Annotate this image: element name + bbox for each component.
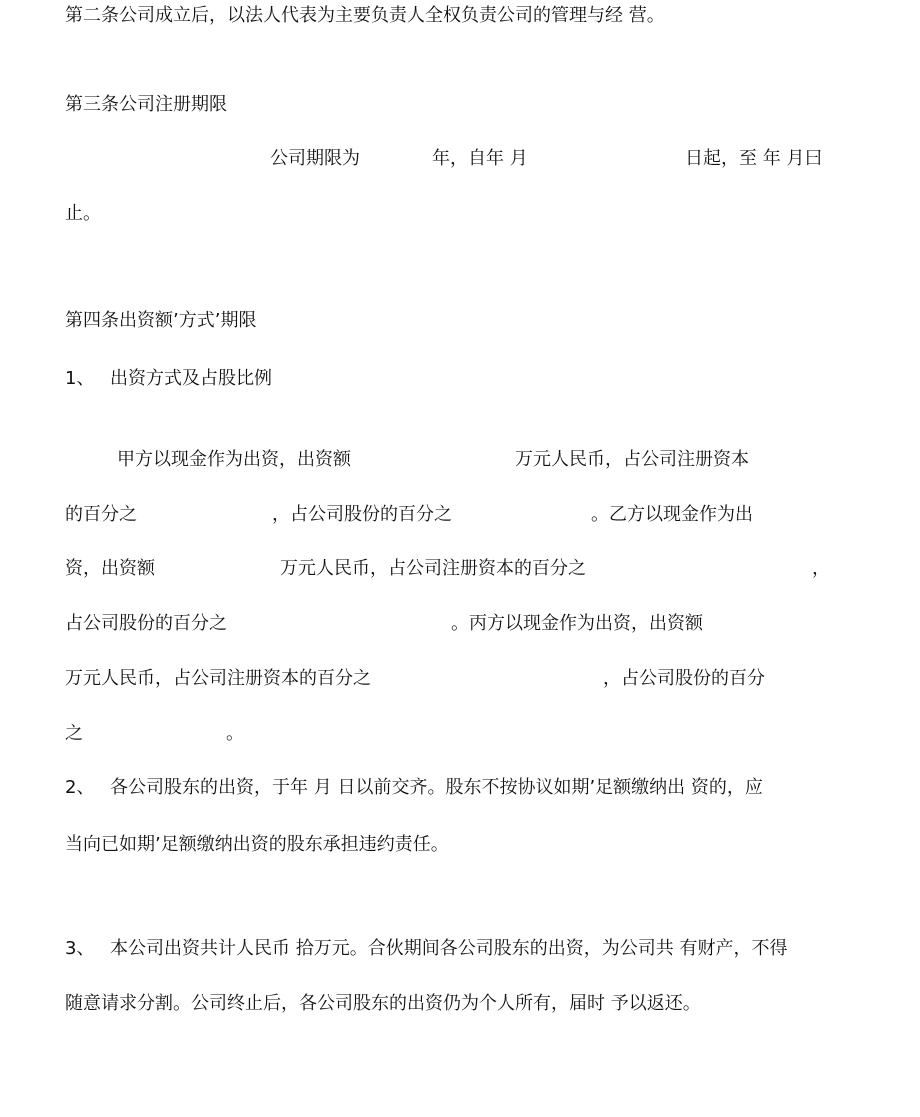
item-number: 1、 (65, 368, 95, 389)
term-segment: 公司期限为 (270, 148, 360, 169)
item-text: 各公司股东的出资，于年 月 日以前交齐。股东不按协议如期’足额缴纳出 资的，应 (110, 777, 763, 798)
text-segment: 万元人民币，占公司注册资本的百分之 (280, 558, 586, 579)
text-segment: 占公司股份的百分之 (65, 613, 227, 634)
text-segment: ， (812, 558, 830, 579)
text-segment: 之 (65, 723, 83, 744)
item-text: 当向已如期’足额缴纳出资的股东承担违约责任。 (65, 834, 449, 855)
text-segment: 。丙方以现金作为出资，出资额 (451, 613, 703, 634)
term-segment: 日起，至 年 月曰 (685, 148, 823, 169)
text-segment: 的百分之 (65, 504, 137, 525)
item-heading-text: 出资方式及占股比例 (110, 368, 272, 389)
item-number: 3、 (65, 938, 95, 959)
article-2-text: 第二条公司成立后，以法人代表为主要负责人全权负责公司的管理与经 营。 (65, 5, 665, 26)
text-segment: 万元人民币，占公司注册资本 (515, 449, 749, 470)
item-text: 随意请求分割。公司终止后，各公司股东的出资仍为个人所有，届时 予以返还。 (65, 993, 701, 1014)
text-segment: 。 (226, 723, 244, 744)
text-segment: 甲方以现金作为出资，出资额 (117, 449, 351, 470)
article-3-term-end: 止。 (65, 203, 101, 224)
text-segment: ，占公司股份的百分 (603, 668, 765, 689)
article-4-title: 第四条出资额’方式’期限 (65, 310, 257, 331)
text-segment: ，占公司股份的百分之 (272, 504, 452, 525)
term-segment: 年，自年 月 (432, 148, 528, 169)
text-segment: 。乙方以现金作为出 (591, 504, 753, 525)
text-segment: 资，出资额 (65, 558, 155, 579)
item-number: 2、 (65, 777, 95, 798)
article-3-title: 第三条公司注册期限 (65, 94, 227, 115)
text-segment: 万元人民币，占公司注册资本的百分之 (65, 668, 371, 689)
item-text: 本公司出资共计人民币 拾万元。合伙期间各公司股东的出资，为公司共 有财产，不得 (110, 938, 788, 959)
